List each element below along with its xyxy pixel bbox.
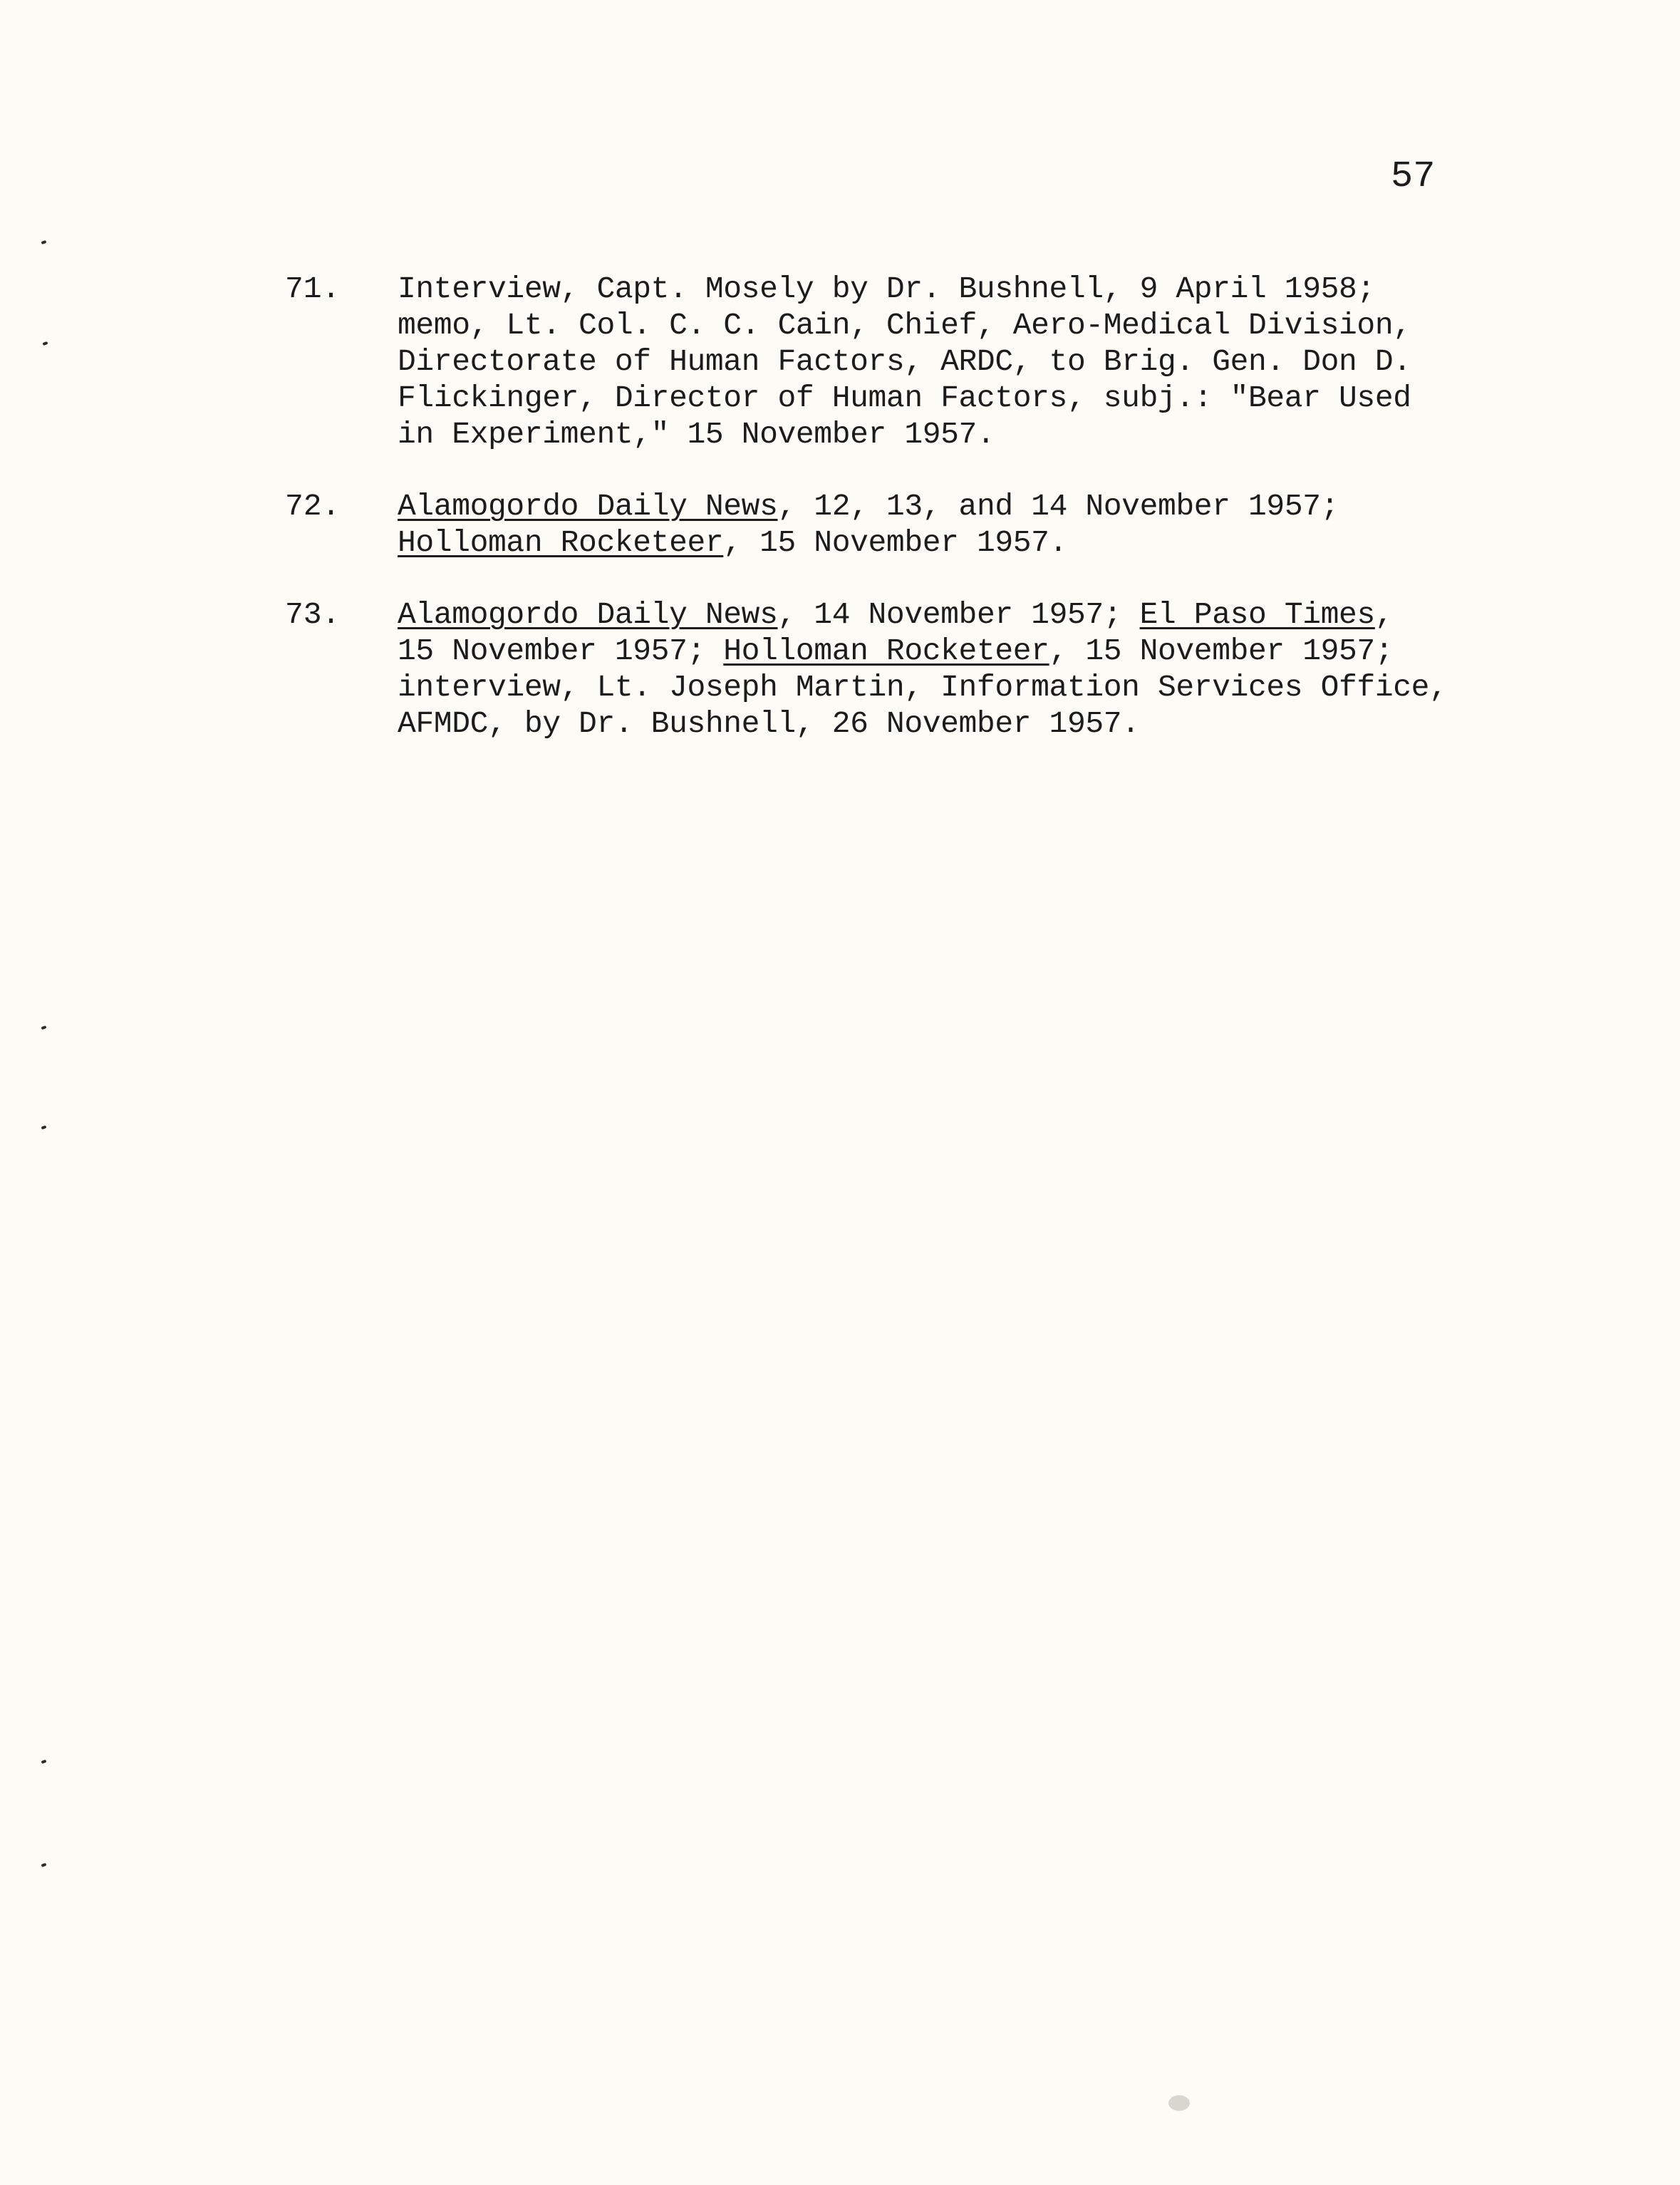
endnote [285,488,1539,561]
endnote-line [398,706,1539,742]
scan-mark [41,1125,47,1130]
endnote [285,271,1539,453]
endnote-line [398,488,1539,525]
endnote-line [398,380,1539,416]
scan-mark [41,1760,47,1764]
citation-text: 15 November 1957; [398,634,724,668]
endnote-line [398,307,1539,343]
publication-title: Holloman Rocketeer [723,634,1049,668]
scan-mark [43,341,48,346]
endnote-text [398,488,1539,561]
endnote-line [398,343,1539,380]
citation-text: , 14 November 1957; [777,597,1140,632]
publication-title: Alamogordo Daily News [398,489,778,524]
citation-text: memo, Lt. Col. C. C. Cain, Chief, Aero-Medical Division, [398,308,1411,343]
endnote-number: 71. [285,272,341,306]
citation-text: Flickinger, Director of Human Factors, subj.: "Bear Used [398,381,1411,415]
endnote-number: 72. [285,489,341,524]
endnote-number: 73. [285,597,341,632]
citation-text: AFMDC, by Dr. Bushnell, 26 November 1957. [398,706,1140,741]
scan-mark [41,1863,47,1867]
citation-text: , [1374,597,1394,632]
scan-mark [1168,2095,1190,2111]
citation-text: Directorate of Human Factors, ARDC, to Brig. Gen. Don D. [398,344,1411,379]
citation-text: in Experiment," 15 November 1957. [398,417,995,452]
publication-title: Alamogordo Daily News [398,597,778,632]
endnote [285,596,1539,742]
endnote-text [398,596,1539,742]
citation-text: , 15 November 1957; [1049,634,1394,668]
endnote-line [398,525,1539,561]
citation-text: , 15 November 1957. [723,525,1067,560]
citation-text: , 12, 13, and 14 November 1957; [777,489,1339,524]
endnote-line [398,271,1539,307]
endnote-line [398,669,1539,706]
endnote-line [398,596,1539,633]
page-number: 57 [1391,155,1436,197]
citation-text: interview, Lt. Joseph Martin, Information Services Office, [398,670,1448,705]
scan-mark [41,1026,47,1030]
citation-text: Interview, Capt. Mosely by Dr. Bushnell, 9 April 1958; [398,272,1375,306]
publication-title: El Paso Times [1139,597,1375,632]
endnote-line [398,416,1539,453]
endnote-text [398,271,1539,453]
endnotes-list [285,271,1539,778]
scan-mark [41,240,47,244]
endnote-line [398,633,1539,669]
publication-title: Holloman Rocketeer [398,525,724,560]
